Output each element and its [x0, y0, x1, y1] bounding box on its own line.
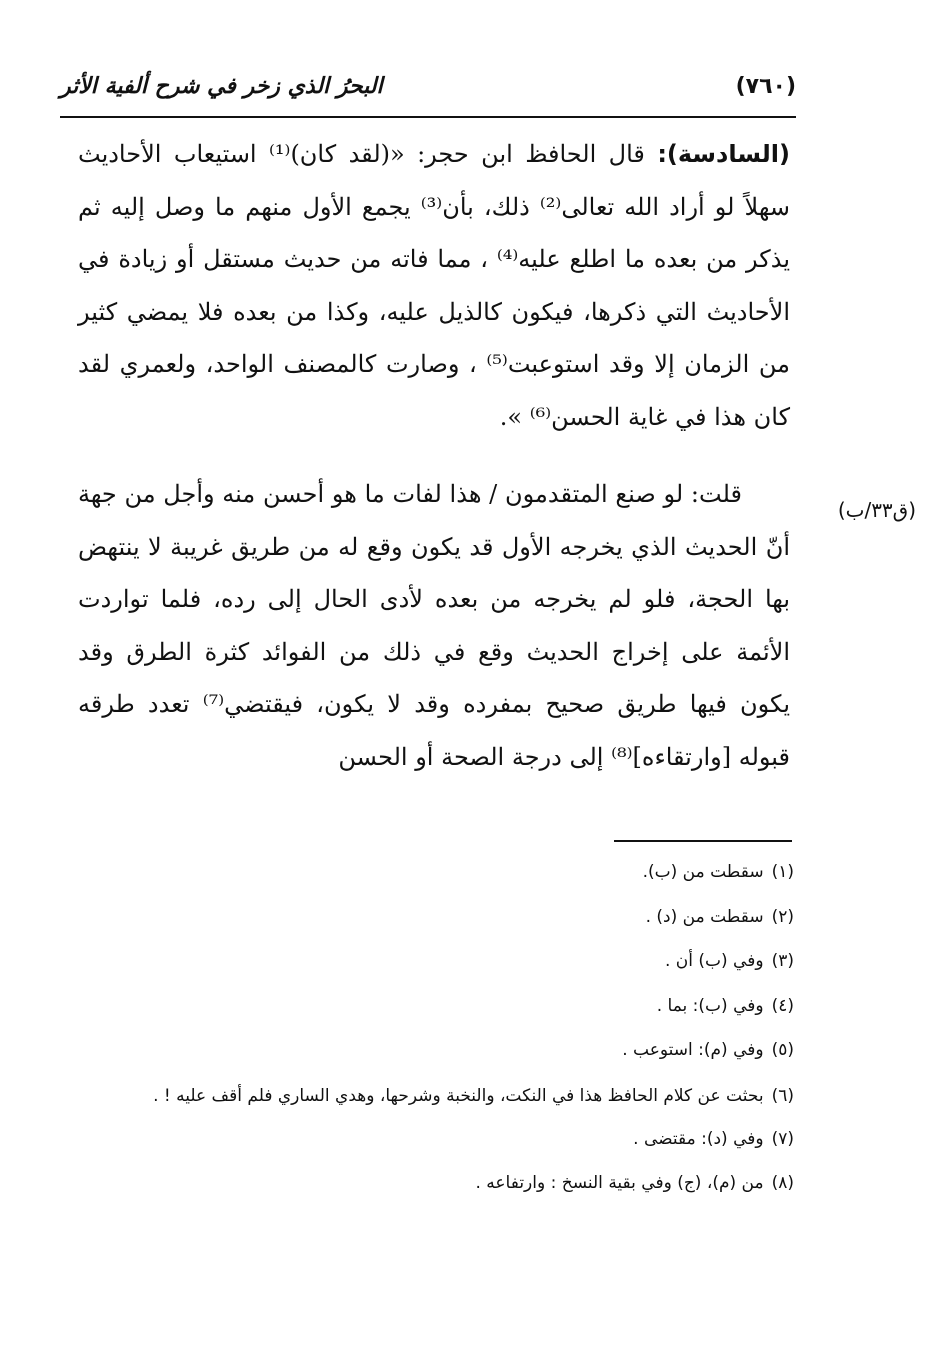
footnote-text: وفي (م): استوعب . [622, 1040, 764, 1060]
footnote-item [78, 1117, 794, 1162]
header-divider [60, 116, 796, 118]
footnote-text: بحثت عن كلام الحافظ هذا في النكت، والنخبة وشرحها، وهدي الساري فلم أقف عليه ! . [153, 1085, 764, 1106]
paragraph-1 [78, 128, 790, 443]
footnote-item [78, 1161, 794, 1206]
footnote-text: وفي (د): مقتضى . [633, 1128, 764, 1149]
footnote-item [78, 1073, 794, 1117]
footnote-number: (٢) [771, 906, 794, 927]
footnote-text: سقطت من (ب). [642, 862, 764, 882]
manuscript-folio-marker: (ق٣٣/ب) [837, 498, 916, 522]
footnote-number: (٦) [771, 1085, 794, 1106]
footnote-divider [614, 840, 792, 842]
paragraph-2 [78, 468, 790, 783]
footnote-number: (٧) [771, 1128, 794, 1149]
footnotes [78, 850, 794, 1206]
footnote-number: (٥) [771, 1040, 794, 1060]
main-text [78, 128, 790, 783]
running-title: البحرُ الذي زخر في شرح ألفية الأثر [60, 74, 383, 99]
footnote-item [78, 939, 794, 984]
paragraph-2-text: قلت: لو صنع المتقدمون / هذا لفات ما هو أحسن منه وأجل من جهة أنّ الحديث الذي يخرجه الأول قد يكون وقع له من طريق غريبة لا ينتهض بها الحجة، فلو لم يخرجه من بعده لأدى الحال إلى رده، فلما تواردت الأئمة على إخراج الحديث وقع في ذلك من الفوائد كثرة الطرق وقد يكون فيها طريق صحيح بمفرده وقد لا يكون، فيقتضي⁽⁷⁾ تعدد طرقه قبوله [وارتقاءه]⁽⁸⁾ إلى درجة الصحة أو الحسن [78, 480, 790, 771]
footnote-number: (٣) [771, 951, 794, 971]
footnote-item [78, 984, 794, 1029]
footnote-item [78, 1028, 794, 1073]
footnote-text: سقطت من (د) . [645, 906, 764, 927]
paragraph-1-text: قال الحافظ ابن حجر: «(لقد كان)⁽¹⁾ استيعاب الأحاديث سهلاً لو أراد الله تعالى⁽²⁾ ذلك، بأن⁽³⁾ يجمع الأول منهم ما وصل إليه ثم يذكر من بعده ما اطلع عليه⁽⁴⁾ ، مما فاته من حديث مستقل أو زيادة في الأحاديث التي ذكرها، فيكون كالذيل عليه، وكذا من بعده فلا يمضي كثير من الزمان إلا وقد استوعبت⁽⁵⁾ ، وصارت كالمصنف الواحد، ولعمري لقد كان هذا في غاية الحسن⁽⁶⁾ ». [78, 140, 791, 431]
footnote-item [78, 895, 794, 940]
footnote-number: (٤) [771, 995, 794, 1016]
page-number: (٧٦٠) [735, 74, 796, 99]
section-label: (السادسة): [657, 140, 790, 168]
footnote-number: (١) [771, 862, 794, 882]
footnote-text: من (م)، (ج) وفي بقية النسخ : وارتفاعه . [475, 1173, 764, 1193]
footnote-item [78, 850, 794, 895]
page-header [60, 72, 796, 112]
footnote-text: وفي (ب) أن . [664, 951, 764, 971]
footnote-text: وفي (ب): بما . [656, 995, 764, 1016]
footnote-number: (٨) [771, 1173, 794, 1193]
